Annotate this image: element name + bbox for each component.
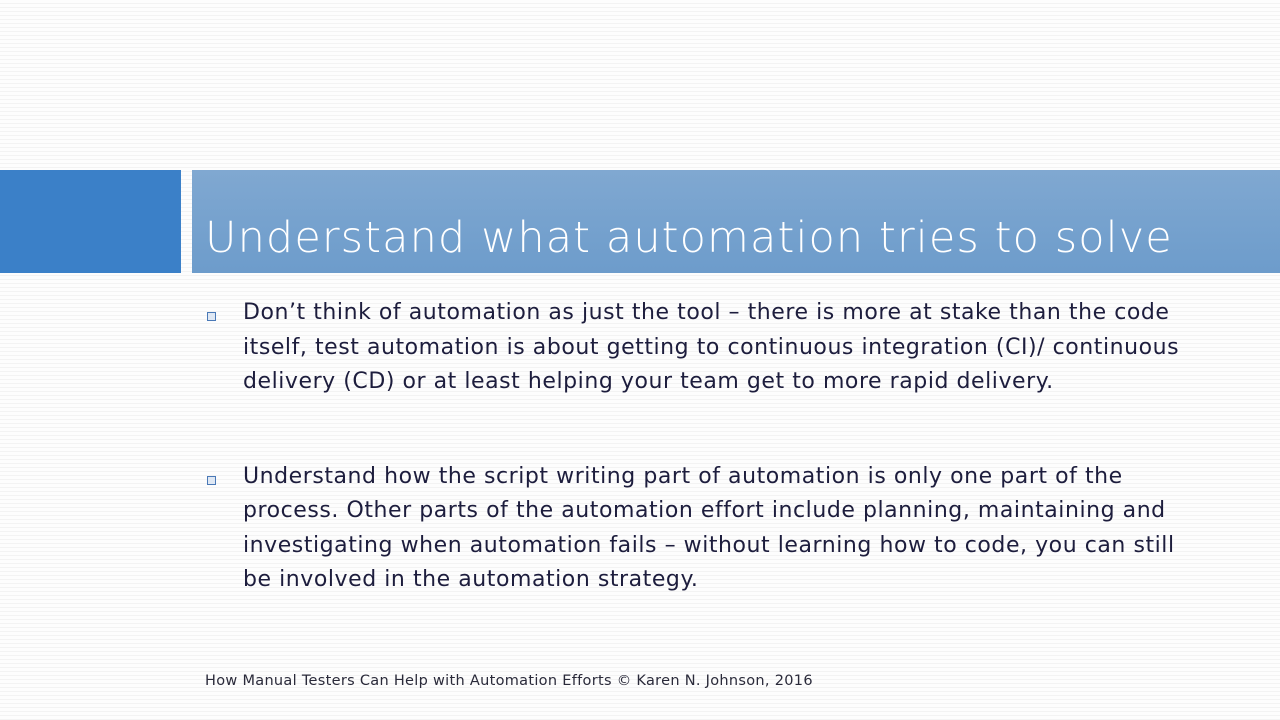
bullet-item bbox=[205, 460, 1195, 598]
bullet-item bbox=[205, 296, 1195, 400]
bullet-list bbox=[205, 296, 1195, 598]
title-band bbox=[192, 170, 1280, 273]
slide-footer: How Manual Testers Can Help with Automation Efforts © Karen N. Johnson, 2016 bbox=[205, 673, 813, 689]
slide-title: Understand what automation tries to solve bbox=[205, 213, 1173, 263]
title-accent-block bbox=[0, 170, 181, 273]
bullet-text: Understand how the script writing part of automation is only one part of the process. Other parts of the automation effort include planning, maintaining and investigating when automation fails – without learning how to code, you can still be involved in the automation strategy. bbox=[243, 463, 1175, 592]
hollow-square-bullet-icon bbox=[207, 312, 216, 321]
bullet-text: Don’t think of automation as just the tool – there is more at stake than the code itself, test automation is about getting to continuous integration (CI)/ continuous delivery (CD) or at least helping your team get to more rapid delivery. bbox=[243, 300, 1180, 394]
hollow-square-bullet-icon bbox=[207, 476, 216, 485]
